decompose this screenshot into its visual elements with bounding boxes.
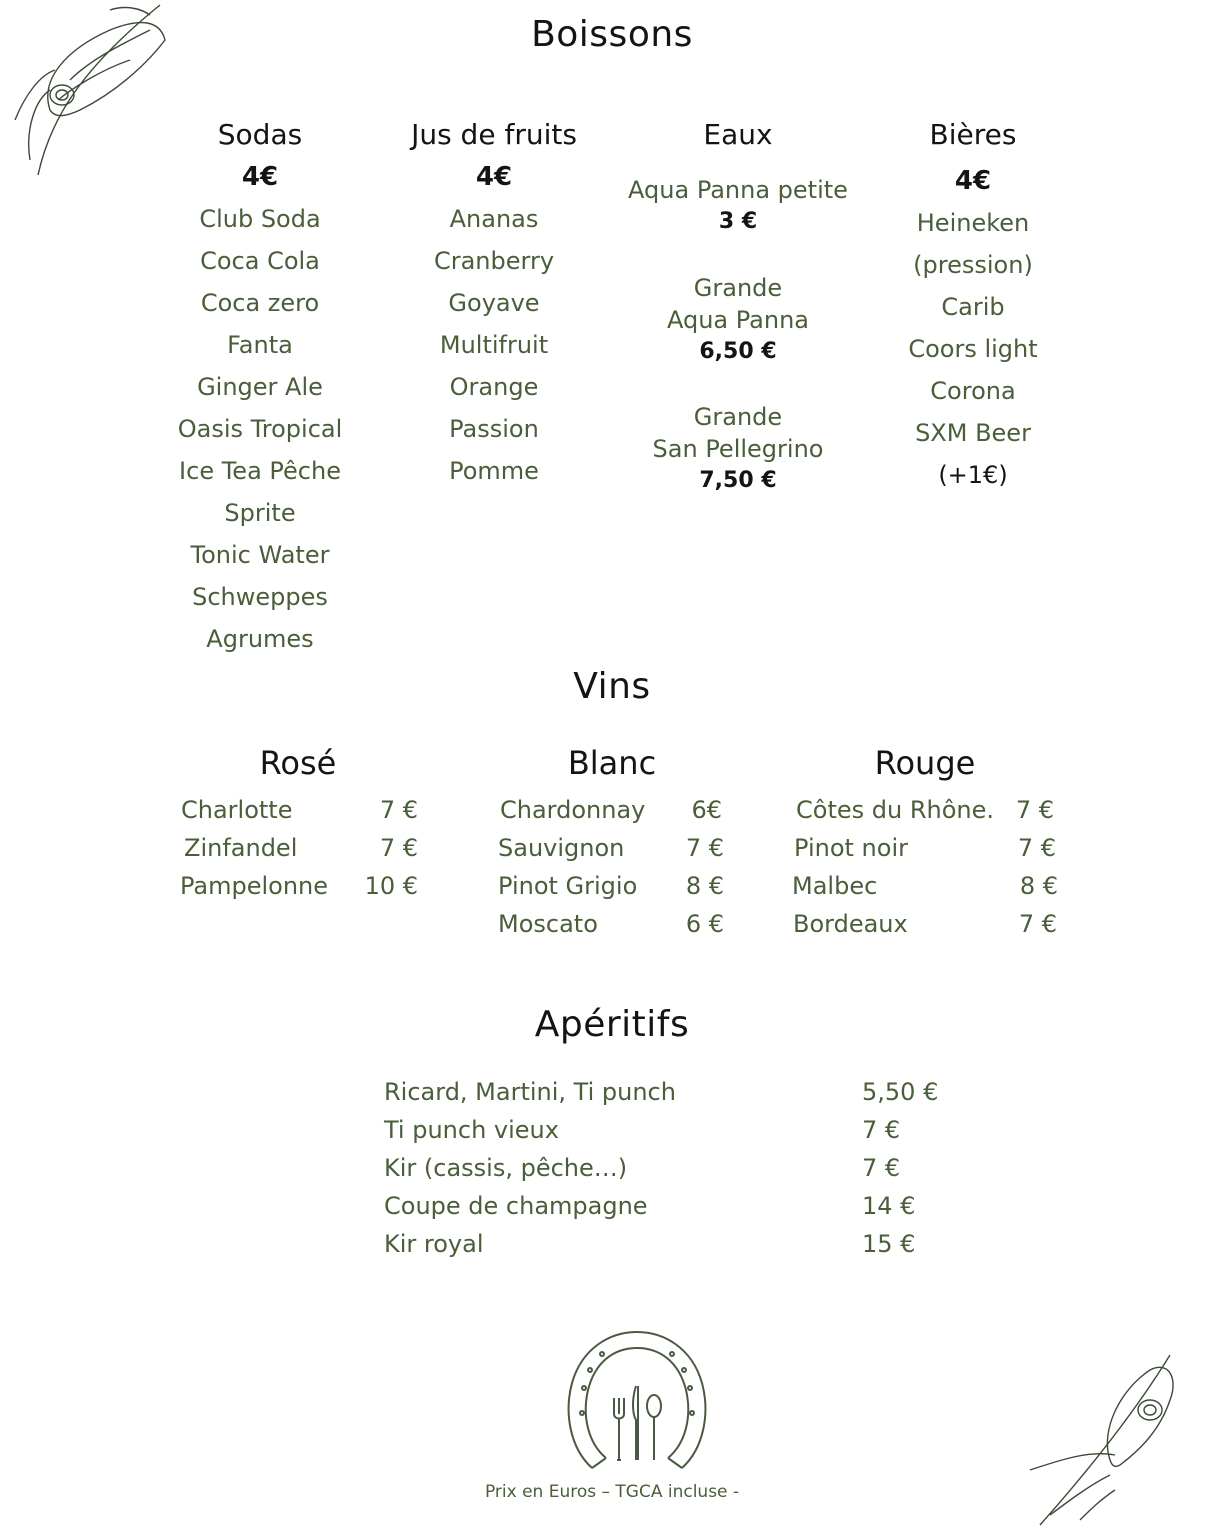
wine-row: [181, 791, 418, 829]
wine-row: [180, 867, 418, 905]
list-item: Carib: [941, 293, 1005, 321]
section-title-vins: Vins: [573, 666, 651, 707]
wine-name: Bordeaux: [793, 910, 908, 938]
wine-name: Moscato: [498, 910, 598, 938]
wine-row: [498, 829, 724, 867]
list-item: Oasis Tropical: [177, 415, 343, 443]
eaux-entry-price: 3 €: [718, 209, 758, 234]
wine-price: 6€: [691, 796, 722, 824]
wine-row: [796, 791, 1054, 829]
wine-name: Chardonnay: [500, 796, 646, 824]
aperitif-name: Kir royal: [384, 1230, 484, 1258]
footer-note: Prix en Euros – TGCA incluse -: [484, 1482, 740, 1502]
wine-name: Sauvignon: [498, 834, 625, 862]
wine-name: Zinfandel: [184, 834, 298, 862]
wine-price: 7 €: [685, 834, 724, 862]
wine-row: [500, 791, 722, 829]
wine-group-title: Rosé: [259, 744, 337, 782]
list-item: Fanta: [227, 331, 293, 359]
list-item: Cranberry: [433, 247, 555, 275]
aperitif-price: 7 €: [862, 1116, 901, 1144]
list-item: Coors light: [908, 335, 1038, 363]
list-item: Club Soda: [199, 205, 321, 233]
wine-name: Pampelonne: [180, 872, 329, 900]
list-item: Coca zero: [200, 289, 320, 317]
list-note: (+1€): [938, 461, 1008, 489]
column-title: Sodas: [217, 118, 303, 151]
wine-price: 8 €: [1019, 872, 1058, 900]
eaux-column: [618, 114, 858, 497]
wine-name: Pinot Grigio: [498, 872, 638, 900]
wine-price: 10 €: [364, 872, 418, 900]
wine-price: 7 €: [379, 796, 418, 824]
aperitif-row: [384, 1225, 944, 1263]
aperitif-price: 15 €: [862, 1230, 916, 1258]
wine-row: [792, 867, 1058, 905]
bieres-column: [853, 114, 1093, 496]
wine-price: 7 €: [379, 834, 418, 862]
eaux-entry-line: Grande: [693, 403, 783, 431]
eaux-entry-price: 7,50 €: [699, 468, 777, 493]
aperitif-row: [384, 1149, 944, 1187]
column-price: 4€: [241, 162, 279, 192]
section-title-aperitifs: Apéritifs: [534, 1004, 690, 1045]
list-item: Ananas: [449, 205, 539, 233]
jus-column: [374, 114, 614, 492]
wine-price: 7 €: [1015, 796, 1054, 824]
list-item: SXM Beer: [915, 419, 1031, 447]
wine-row: [498, 867, 724, 905]
eaux-entry-line: San Pellegrino: [652, 435, 824, 463]
column-title: Bières: [929, 118, 1017, 151]
wine-group-title: Blanc: [567, 744, 657, 782]
list-item: Corona: [930, 377, 1016, 405]
wine-group-title: Rouge: [874, 744, 976, 782]
list-item: Sprite: [224, 499, 296, 527]
column-title: Jus de fruits: [411, 118, 577, 151]
wine-row: [498, 905, 724, 943]
sodas-column: [140, 114, 380, 660]
wine-name: Côtes du Rhône.: [796, 796, 994, 824]
wine-price: 8 €: [685, 872, 724, 900]
aperitif-name: Coupe de champagne: [384, 1192, 648, 1220]
peacock-feather-icon: [1020, 1350, 1180, 1530]
wine-row: [793, 905, 1057, 943]
horseshoe-cutlery-logo-icon: [562, 1328, 712, 1474]
list-item: Tonic Water: [190, 541, 330, 569]
column-title: Eaux: [703, 118, 773, 151]
column-price: 4€: [954, 166, 992, 196]
list-item: Agrumes: [206, 625, 314, 653]
wine-price: 6 €: [685, 910, 724, 938]
aperitif-price: 7 €: [862, 1154, 901, 1182]
aperitif-row: [384, 1073, 944, 1111]
page-title: Boissons: [531, 14, 693, 55]
wine-price: 7 €: [1018, 910, 1057, 938]
list-item: Heineken: [916, 209, 1030, 237]
wine-row: [794, 829, 1056, 867]
list-item: Goyave: [448, 289, 540, 317]
wine-price: 7 €: [1017, 834, 1056, 862]
list-item: Passion: [449, 415, 539, 443]
aperitif-name: Kir (cassis, pêche…): [384, 1154, 628, 1182]
list-item: Ice Tea Pêche: [179, 457, 341, 485]
aperitif-name: Ricard, Martini, Ti punch: [384, 1078, 676, 1106]
aperitif-price: 14 €: [862, 1192, 916, 1220]
list-item: Pomme: [449, 457, 539, 485]
list-item: Multifruit: [439, 331, 549, 359]
list-item: Schweppes: [192, 583, 328, 611]
wine-name: Pinot noir: [794, 834, 908, 862]
eaux-entry-line: Grande: [693, 274, 783, 302]
eaux-entry-line: Aqua Panna petite: [628, 176, 848, 204]
eaux-entry-price: 6,50 €: [699, 339, 777, 364]
eaux-entry-line: Aqua Panna: [666, 306, 809, 334]
list-item: Orange: [449, 373, 539, 401]
wine-name: Charlotte: [181, 796, 293, 824]
aperitif-row: [384, 1111, 944, 1149]
list-item: Coca Cola: [200, 247, 320, 275]
list-item: Ginger Ale: [197, 373, 323, 401]
aperitif-name: Ti punch vieux: [384, 1116, 559, 1144]
wine-name: Malbec: [792, 872, 878, 900]
column-price: 4€: [475, 162, 513, 192]
list-item: (pression): [913, 251, 1033, 279]
aperitif-price: 5,50 €: [862, 1078, 939, 1106]
wine-row: [184, 829, 418, 867]
aperitif-row: [384, 1187, 944, 1225]
